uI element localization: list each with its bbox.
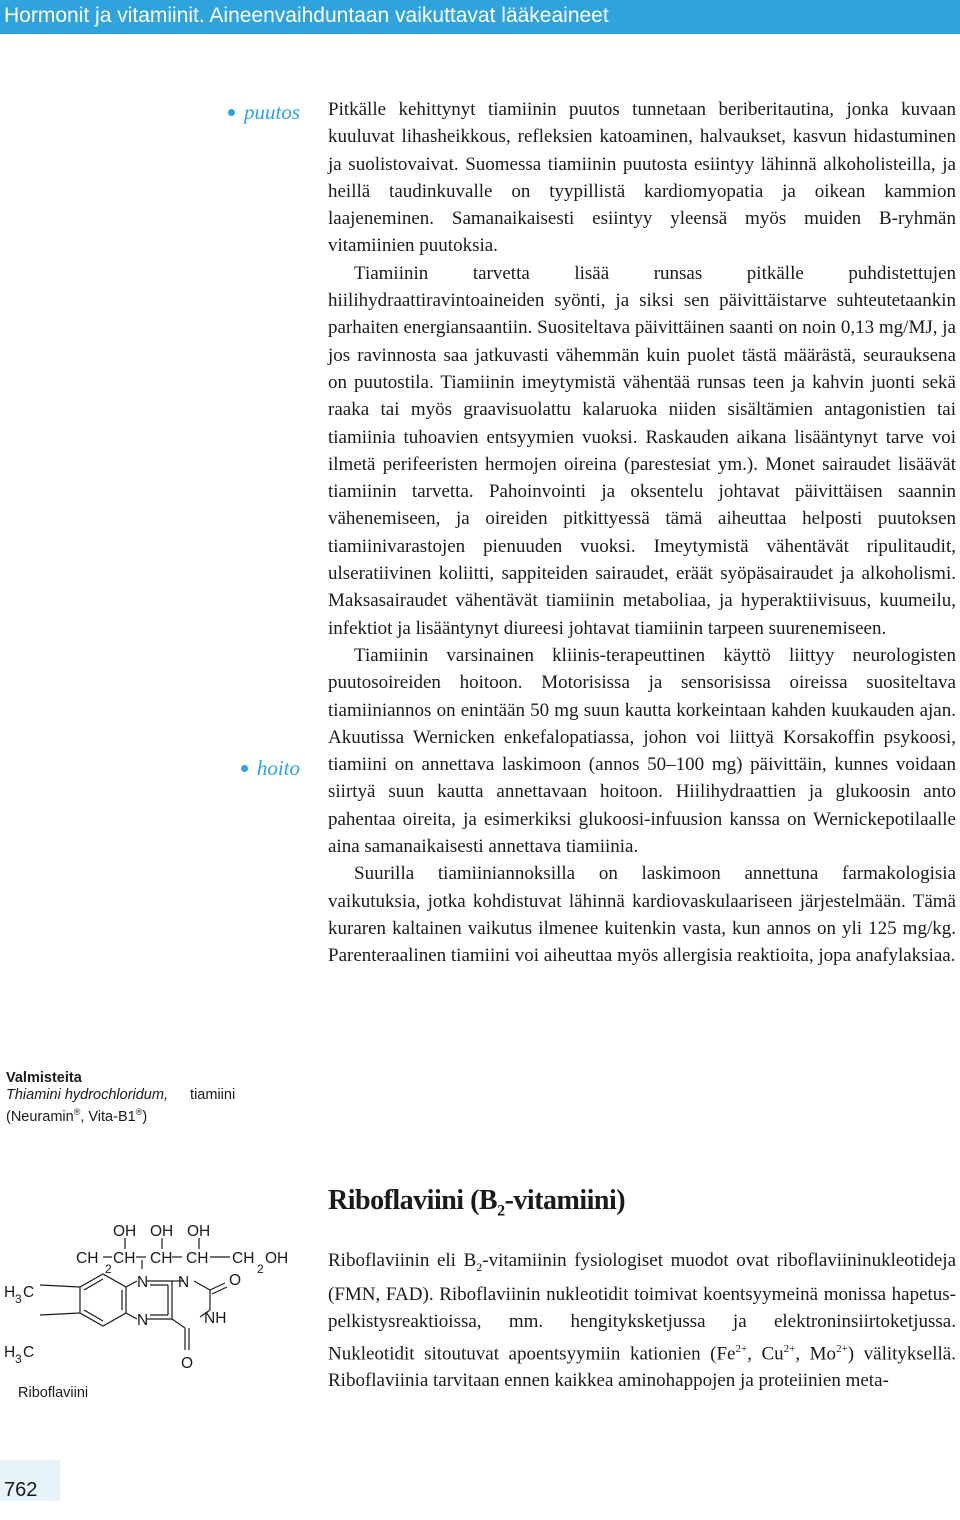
methylene-label: CH — [232, 1250, 255, 1267]
bond — [194, 1281, 210, 1290]
bond — [40, 1313, 80, 1315]
bond — [126, 1281, 137, 1287]
preparation-brand-1: (Neuramin — [6, 1108, 74, 1125]
side-label-treatment-text: hoito — [256, 756, 300, 780]
double-bond — [84, 1279, 103, 1290]
page-number: 762 — [0, 1460, 60, 1501]
preparation-brand-2: , Vita-B1 — [80, 1108, 136, 1125]
bond — [126, 1313, 137, 1319]
nitrogen-label: N — [137, 1312, 149, 1329]
page-header: Hormonit ja vitamiinit. Aineenvaihduntaan vaikuttavat lääkeaineet — [0, 0, 960, 34]
subscript: 2 — [476, 1259, 483, 1274]
oxygen-label: O — [181, 1355, 194, 1372]
title-subscript: 2 — [497, 1202, 505, 1220]
methyl-label: H — [4, 1284, 16, 1301]
title-part-b: -vitamiini) — [504, 1185, 626, 1216]
paragraph-treatment: Tiamiinin varsinainen kliinis-terapeuttinen käyttö liittyy neurologisten puutosoireiden hoitoon. Motorisissa ja sensorisissa oireissa suositeltava tiamiiniannos on enintään 50 mg suun kautta korkeintaan kahden kuukauden ajan. Akuutissa Wernicken enkefalopatiassa, johon voi liittyä Korsakoffin psykoosi, tiamiini on annettava laskimoon (annos 50–100 mg) päivittäin, kunnes voidaan siirtyä suun kautta annettavaan hoitoon. Hiilihydraattien ja glukoosin anto pahentaa oireita, ja esimerkiksi glukoosi-infuusion kanssa on Wernickepotilaalle aina samanaikaisesti annettava tiamiinia. — [328, 644, 956, 858]
preparation-brand-close: ) — [142, 1108, 148, 1125]
nitrogen-label: N — [178, 1274, 190, 1291]
preparations-box — [6, 1070, 276, 1126]
riboflavin-body-text — [328, 1247, 956, 1395]
oxygen-label: O — [229, 1272, 242, 1289]
double-bond — [84, 1310, 103, 1321]
methine-label: CH — [150, 1250, 173, 1267]
superscript: 2+ — [783, 1342, 796, 1355]
side-label-deficiency-text: puutos — [243, 100, 300, 124]
side-label-deficiency — [220, 99, 300, 125]
amine-label: NH — [204, 1310, 227, 1327]
text-run: ) välityksellä. Riboflaviinia tarvitaan ennen kaikkea aminohappojen ja proteiinien meta- — [328, 1343, 956, 1392]
text-run: , Mo — [795, 1343, 837, 1365]
methylene-label: CH — [76, 1250, 99, 1267]
paragraph-riboflavin — [328, 1247, 956, 1395]
preparation-latin-name: Thiamini hydrochloridum, — [6, 1087, 168, 1103]
methine-label: CH — [113, 1250, 136, 1267]
text-run: , Cu — [747, 1343, 784, 1365]
bond — [172, 1319, 185, 1328]
subscript-label: 3 — [15, 1352, 22, 1366]
text-run: Riboflaviinin eli B — [328, 1250, 477, 1271]
section-title-riboflavin — [328, 1185, 625, 1221]
superscript: 2+ — [836, 1342, 848, 1355]
methine-label: CH — [186, 1250, 209, 1267]
paragraph-high-doses: Suurilla tiamiiniannoksilla on laskimoon annettuna farmakologisia vaikutuksia, jotka kohdistuvat lähinnä kardiovaskulaariseen järjestelmään. Tämä kuraren kaltainen vaikutus ilmenee kuitenkin vasta, kun annos on yli 125 mg/kg. Parenteraalinen tiamiini voi aiheuttaa myös allergisia reaktioita, jopa anafylaksiaa. — [328, 863, 956, 967]
hydroxyl-label: OH — [187, 1223, 211, 1240]
methyl-label: C — [23, 1344, 35, 1361]
thiamine-body-text — [328, 96, 956, 970]
registered-mark: ® — [73, 1107, 81, 1117]
methyl-label: H — [4, 1344, 16, 1361]
paragraph-requirement: Tiamiinin tarvetta lisää runsas pitkälle puhdistettujen hiilihydraattiravintoaineiden syönti, ja siksi sen päivittäistarve suhteutetaankin parhaiten energiansaantiin. Suositeltava päivittäinen saanti on noin 0,13 mg/MJ, ja jos ravinnosta saa jatkuvasti vähemmän kuin puolet tästä määrästä, seurauksena on puutostila. Tiamiinin imeytymistä vähentää runsas teen ja kahvin juonti sekä raaka tai myös graavisuolattu kalaruoka niiden sisältämien antagonistien tai tiamiinia tuhoavien entsyymien vuoksi. Raskauden aikana lisääntynyt tarve voi ilmetä perifeeristen hermojen oireina (parestesiat ym.). Monet sairaudet lisäävät tiamiinin tarvetta. Pahoinvointi ja oksentelu johtavat päivittäisen saannin vähenemiseen, ja oireiden pitkittyessä tämä aiheuttaa helposti puutoksen tiamiinivarastojen pienuuden vuoksi. Imeytymistä vähentävät ripulitaudit, ulseratiivinen koliitti, sappiteiden sairaudet, eräät syöpäsairaudet ja alkoholismi. Maksasairaudet vähentävät tiamiinin metaboliaa, ja hyperaktiivisuus, kuumeilu, infektiot ja lisääntynyt diureesi johtavat tiamiinin tarpeen suurenemiseen. — [328, 262, 956, 639]
side-label-treatment — [220, 755, 300, 781]
paragraph-deficiency: Pitkälle kehittynyt tiamiinin puutos tunnetaan beriberitautina, jonka kuvaan kuuluvat lihasheikkous, refleksien katoaminen, halvaukset, kasvun hidastuminen ja suolistovaivat. Suomessa tiamiinin puutosta esiintyy lähinnä alkoholisteilla, ja heillä taudinkuvalle on tyypillistä kardiomyopatia ja oikean kammion laajeneminen. Samanaikaisesti esiintyy yleensä myös muiden B-ryhmän vitamiinien puutoksia. — [328, 99, 956, 257]
title-part-a: Riboflaviini (B — [328, 1185, 498, 1216]
hydroxyl-label: OH — [113, 1223, 137, 1240]
methyl-label: C — [23, 1284, 35, 1301]
subscript-label: 2 — [105, 1262, 112, 1276]
subscript-label: 2 — [257, 1262, 264, 1276]
molecule-caption: Riboflaviini — [18, 1385, 89, 1401]
preparation-generic-name: tiamiini — [190, 1087, 236, 1103]
superscript: 2+ — [735, 1342, 748, 1355]
bullet-icon — [228, 109, 235, 116]
riboflavin-structure-diagram — [0, 1205, 300, 1415]
registered-mark: ® — [135, 1107, 143, 1117]
subscript-label: 3 — [15, 1292, 22, 1306]
preparations-title: Valmisteita — [6, 1070, 82, 1086]
hydroxyl-label: OH — [150, 1223, 174, 1240]
benzene-ring — [80, 1274, 126, 1326]
hydroxyl-label: OH — [265, 1250, 289, 1267]
bond — [40, 1285, 80, 1287]
text-run: -vitamiinin fysiologiset muodot ovat riboflaviininukleotideja (FMN, FAD). Riboflaviinin nukleotidit toimivat koentsyymeinä monissa hapetus-pelkistysreaktioissa, mm. hengityksketjussa ja elektroninsiirtoketjussa. Nukleotidit sitoutuvat apoentsyymiin kationien (Fe — [328, 1250, 957, 1365]
nitrogen-label: N — [137, 1274, 149, 1291]
bullet-icon — [241, 765, 248, 772]
